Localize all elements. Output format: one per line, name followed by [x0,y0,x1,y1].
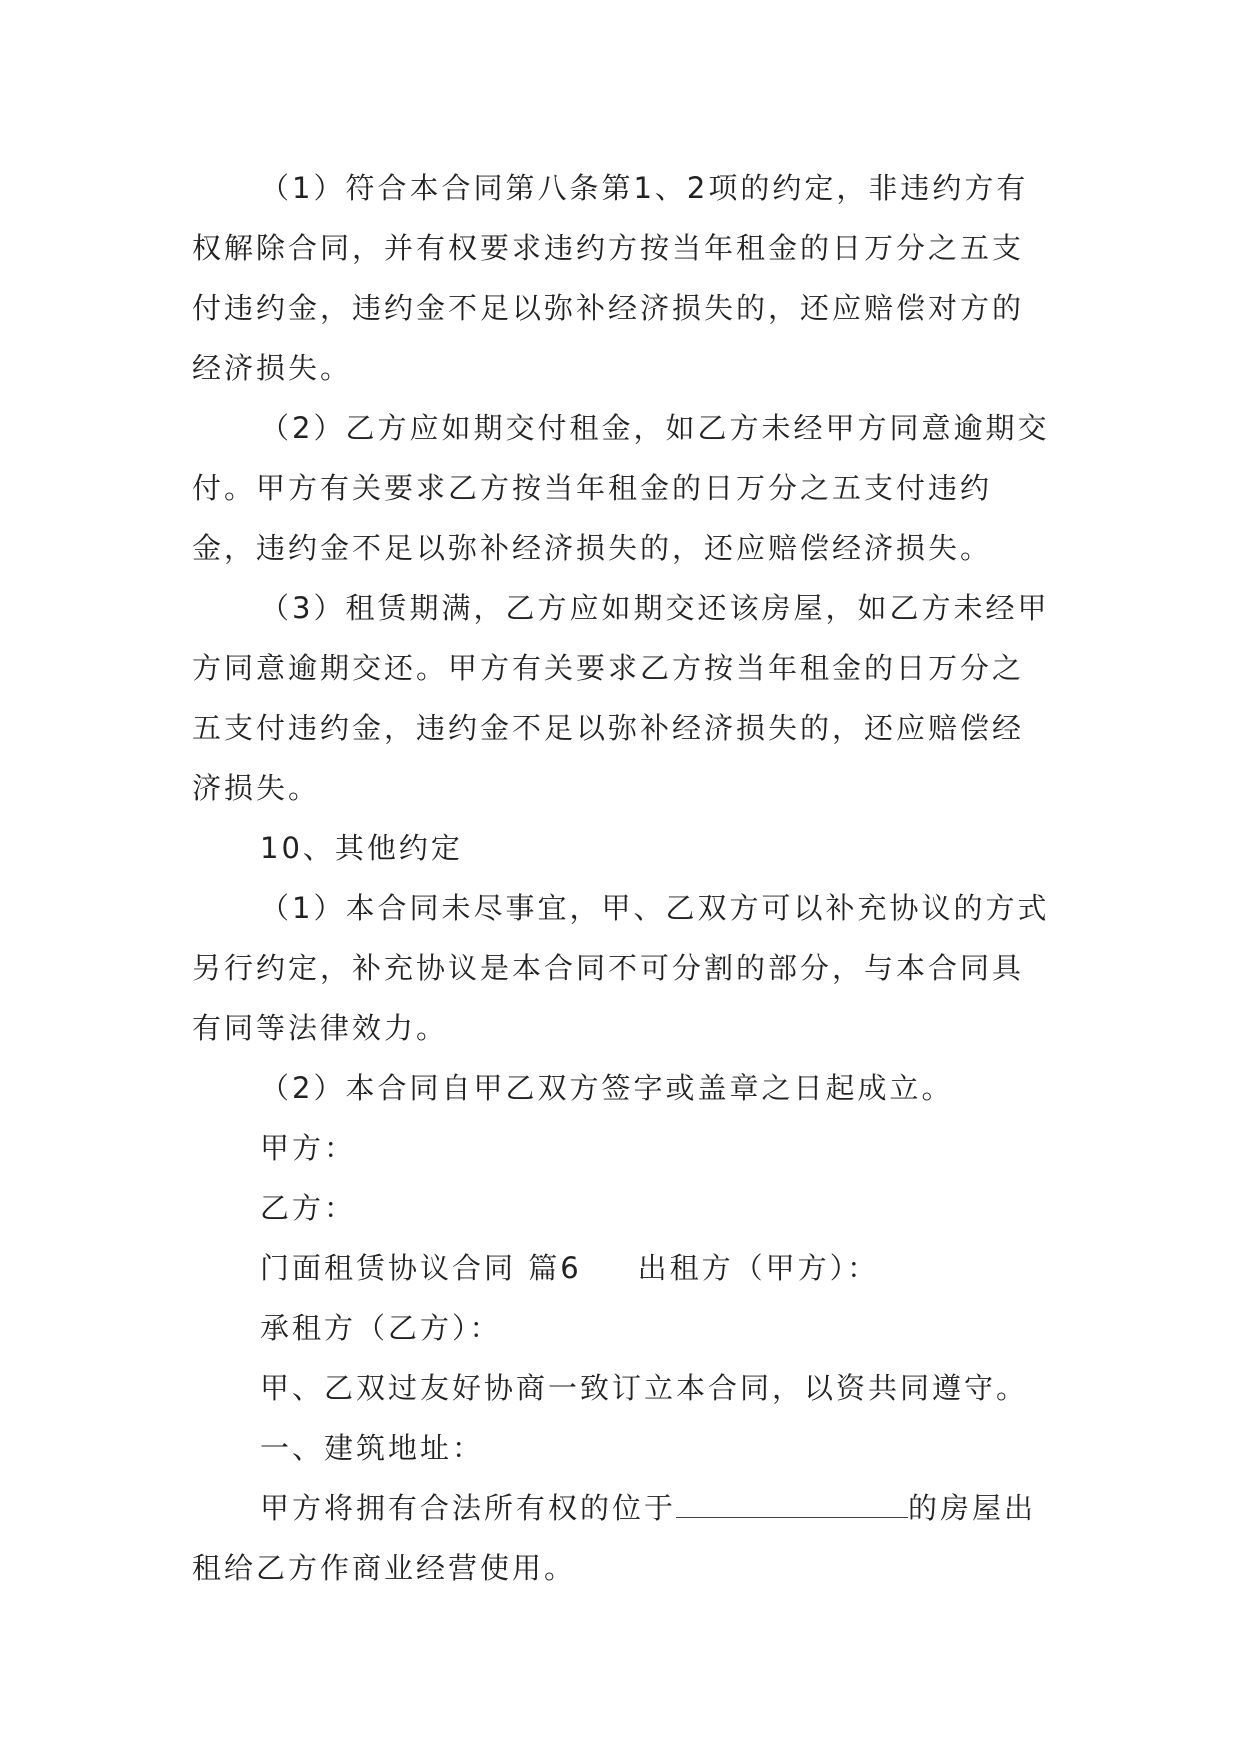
paragraph-breach-2: （2）乙方应如期交付租金，如乙方未经甲方同意逾期交付。甲方有关要求乙方按当年租金的日万分之五支付违约金，违约金不足以弥补经济损失的，还应赔偿经济损失。 [192,411,1050,565]
section-heading-address: 一、建筑地址： [260,1431,485,1465]
paragraph-breach-1: （1）符合本合同第八条第1、2项的约定，非违约方有权解除合同，并有权要求违约方按当年租金的日万分之五支付违约金，违约金不足以弥补经济损失的，还应赔偿对方的经济损失。 [192,171,1029,385]
paragraph-other-1: （1）本合同未尽事宜，甲、乙双方可以补充协议的方式另行约定，补充协议是本合同不可分割的部分，与本合同具有同等法律效力。 [192,891,1050,1045]
agreement-statement: 甲、乙双过友好协商一致订立本合同，以资共同遵守。 [260,1371,1029,1405]
contract-text [192,158,1052,1598]
contract-title: 门面租赁协议合同 篇6 [260,1251,582,1285]
section-heading-other-terms: 10、其他约定 [260,831,463,865]
address-text-after: 的房屋出租给乙方作商业经营使用。 [192,1491,1037,1585]
paragraph-breach-3: （3）租赁期满，乙方应如期交还该房屋，如乙方未经甲方同意逾期交还。甲方有关要求乙方按当年租金的日万分之五支付违约金，违约金不足以弥补经济损失的，还应赔偿经济损失。 [192,591,1050,805]
party-b-signature-line: 乙方： [260,1191,357,1225]
lessee-label: 承租方（乙方）： [260,1311,502,1345]
party-a-signature-line: 甲方： [260,1131,357,1165]
address-text-before: 甲方将拥有合法所有权的位于 [260,1491,677,1525]
address-paragraph [192,1478,1052,1598]
contract-heading-line [192,1238,1052,1298]
paragraph-other-2: （2）本合同自甲乙双方签字或盖章之日起成立。 [260,1071,954,1105]
lessor-label: 出租方（甲方）： [637,1251,880,1285]
address-blank-field [676,1491,908,1518]
